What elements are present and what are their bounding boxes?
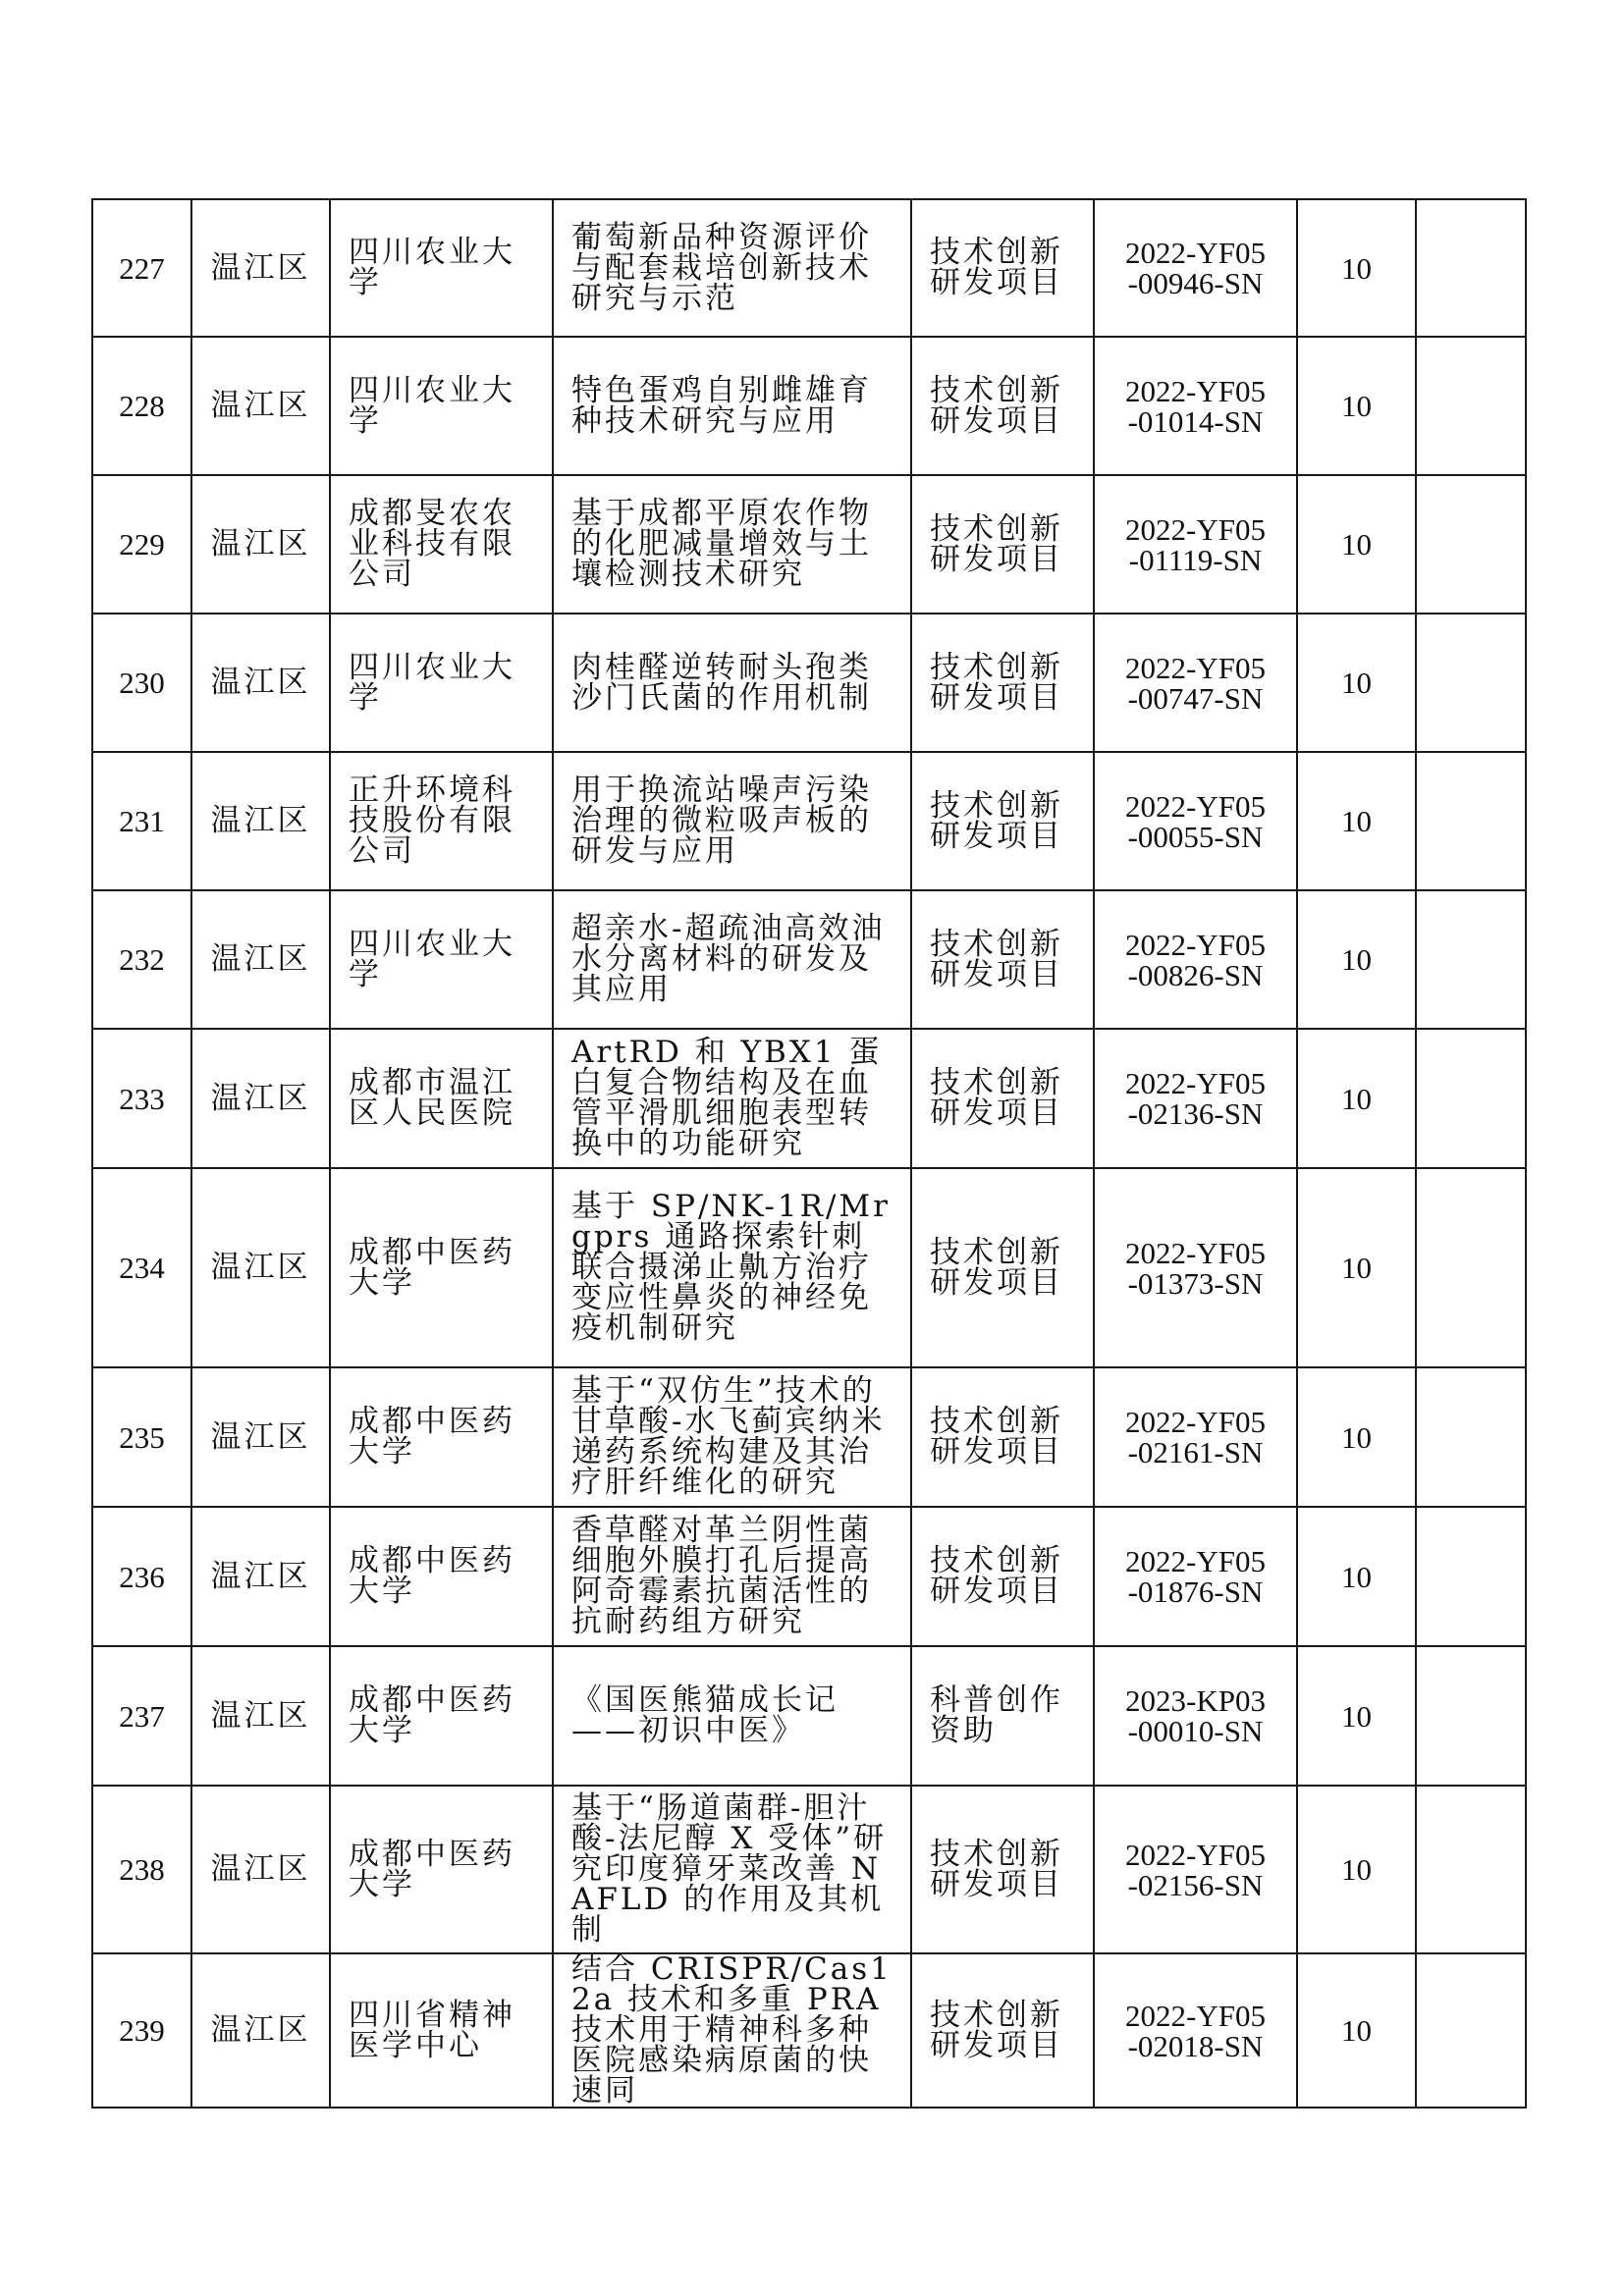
project-type-cell-text: 技术创新研发项目 — [930, 787, 1063, 854]
row-number-text: 234 — [119, 1251, 165, 1285]
project-title-cell — [553, 752, 911, 890]
table-row — [92, 1786, 1526, 1953]
project-type-cell-text: 技术创新研发项目 — [930, 1404, 1063, 1469]
project-type-cell — [911, 199, 1094, 337]
project-code-cell — [1094, 1507, 1297, 1646]
row-number — [92, 1646, 191, 1786]
note-cell — [1416, 1953, 1526, 2108]
project-type-cell — [911, 752, 1094, 890]
row-number-text: 239 — [119, 2013, 165, 2048]
district-cell-text: 温江区 — [210, 1080, 311, 1116]
row-number-text: 232 — [119, 942, 165, 977]
row-number — [92, 752, 191, 890]
amount-cell — [1297, 1646, 1416, 1786]
project-title-cell-text: 基于“肠道菌群-胆汁酸-法尼醇 X 受体”研究印度獐牙菜改善 NAFLD 的作用及其机制 — [571, 1790, 888, 1948]
project-code-cell — [1094, 1168, 1297, 1367]
organization-cell-text: 成都旻农农业科技有限公司 — [349, 496, 515, 592]
project-type-cell-text: 科普创作资助 — [930, 1682, 1063, 1748]
amount-cell — [1297, 1953, 1416, 2108]
amount-cell-text: 10 — [1341, 1698, 1372, 1734]
note-cell — [1416, 890, 1526, 1029]
project-title-cell — [553, 1367, 911, 1507]
project-type-cell-text: 技术创新研发项目 — [930, 235, 1063, 300]
project-type-cell-text: 技术创新研发项目 — [930, 649, 1063, 716]
project-type-cell — [911, 614, 1094, 752]
project-title-cell-text: 结合 CRISPR/Cas12a 技术和多重 PRA 技术用于精神科多种医院感染病原菌的快速同 — [571, 1951, 893, 2109]
district-cell-text: 温江区 — [210, 2012, 311, 2048]
row-number — [92, 475, 191, 614]
row-number-text: 233 — [119, 1081, 165, 1116]
organization-cell — [330, 752, 553, 890]
note-cell — [1416, 337, 1526, 475]
organization-cell — [330, 199, 553, 337]
table-row — [92, 1367, 1526, 1507]
project-code-cell — [1094, 1646, 1297, 1786]
row-number — [92, 614, 191, 752]
project-code-cell — [1094, 1953, 1297, 2108]
project-title-cell — [553, 1168, 911, 1367]
project-code-part-1: 2023-KP03 — [1125, 1683, 1266, 1718]
amount-cell-text: 10 — [1341, 1852, 1372, 1887]
project-title-cell — [553, 337, 911, 475]
project-type-cell — [911, 1367, 1094, 1507]
amount-cell-text: 10 — [1341, 389, 1372, 423]
project-code-cell — [1094, 890, 1297, 1029]
project-code-part-1: 2022-YF05 — [1125, 788, 1266, 824]
project-title-cell — [553, 614, 911, 752]
row-number-text: 230 — [119, 666, 165, 700]
amount-cell-text: 10 — [1341, 527, 1372, 561]
project-type-cell-text: 技术创新研发项目 — [930, 926, 1063, 992]
note-cell — [1416, 1168, 1526, 1367]
project-code-part-1: 2022-YF05 — [1125, 1405, 1266, 1439]
project-code-part-1: 2022-YF05 — [1125, 1066, 1266, 1100]
project-title-cell — [553, 890, 911, 1029]
project-code-cell — [1094, 337, 1297, 475]
row-number — [92, 1953, 191, 2108]
district-cell-text: 温江区 — [210, 1851, 311, 1887]
district-cell-text: 温江区 — [210, 1250, 311, 1285]
note-cell — [1416, 199, 1526, 337]
project-code-part-1: 2022-YF05 — [1125, 1544, 1266, 1578]
district-cell-text: 温江区 — [210, 1697, 311, 1734]
note-cell — [1416, 1507, 1526, 1646]
row-number-text: 227 — [119, 250, 165, 286]
project-type-cell — [911, 1507, 1094, 1646]
project-code-cell — [1094, 614, 1297, 752]
row-number-text: 236 — [119, 1559, 165, 1594]
district-cell — [191, 337, 330, 475]
amount-cell — [1297, 1507, 1416, 1646]
note-cell — [1416, 475, 1526, 614]
project-title-cell-text: 基于“双仿生”技术的甘草酸-水飞蓟宾纳米递药系统构建及其治疗肝纤维化的研究 — [571, 1373, 886, 1500]
project-type-cell-text: 技术创新研发项目 — [930, 1836, 1063, 1902]
project-code-part-2: -00946-SN — [1127, 266, 1264, 300]
organization-cell-text: 四川省精神医学中心 — [349, 1997, 515, 2063]
organization-cell-text: 四川农业大学 — [349, 235, 515, 300]
district-cell-text: 温江区 — [210, 665, 311, 700]
district-cell — [191, 1953, 330, 2108]
row-number — [92, 1507, 191, 1646]
project-code-part-2: -00055-SN — [1127, 819, 1264, 854]
row-number-text: 228 — [119, 389, 165, 423]
district-cell — [191, 752, 330, 890]
district-cell-text: 温江区 — [210, 803, 311, 838]
district-cell-text: 温江区 — [210, 941, 311, 977]
project-title-cell-text: 《国医熊猫成长记——初识中医》 — [571, 1682, 839, 1748]
amount-cell-text: 10 — [1341, 666, 1372, 700]
organization-cell — [330, 614, 553, 752]
district-cell — [191, 1786, 330, 1953]
project-code-cell — [1094, 752, 1297, 890]
row-number — [92, 890, 191, 1029]
amount-cell-text: 10 — [1341, 942, 1372, 977]
project-title-cell — [553, 1507, 911, 1646]
project-code-part-2: -02018-SN — [1127, 2028, 1264, 2063]
note-cell — [1416, 1029, 1526, 1168]
project-code-cell — [1094, 199, 1297, 337]
project-code-cell — [1094, 1786, 1297, 1953]
project-title-cell-text: 基于 SP/NK-1R/Mrgprs 通路探索针刺联合摄涕止鼽方治疗变应性鼻炎的神经免疫机制研究 — [571, 1189, 891, 1346]
organization-cell-text: 成都中医药大学 — [349, 1836, 515, 1902]
district-cell — [191, 890, 330, 1029]
organization-cell-text: 成都中医药大学 — [349, 1543, 515, 1609]
district-cell — [191, 199, 330, 337]
project-code-cell — [1094, 1367, 1297, 1507]
district-cell — [191, 1507, 330, 1646]
organization-cell — [330, 1646, 553, 1786]
row-number-text: 237 — [119, 1698, 165, 1734]
amount-cell — [1297, 475, 1416, 614]
organization-cell — [330, 890, 553, 1029]
table-row — [92, 890, 1526, 1029]
organization-cell-text: 正升环境科技股份有限公司 — [349, 773, 515, 869]
project-title-cell — [553, 1646, 911, 1786]
project-type-cell-text: 技术创新研发项目 — [930, 510, 1063, 577]
district-cell-text: 温江区 — [210, 1418, 311, 1455]
project-code-part-2: -00010-SN — [1127, 1714, 1264, 1748]
organization-cell-text: 四川农业大学 — [349, 926, 515, 992]
row-number — [92, 1168, 191, 1367]
row-number — [92, 1029, 191, 1168]
organization-cell — [330, 1786, 553, 1953]
note-cell — [1416, 614, 1526, 752]
amount-cell-text: 10 — [1341, 2013, 1372, 2048]
amount-cell — [1297, 199, 1416, 337]
project-code-part-2: -01119-SN — [1128, 542, 1263, 577]
project-title-cell — [553, 1029, 911, 1168]
organization-cell — [330, 1953, 553, 2108]
project-code-part-1: 2022-YF05 — [1125, 511, 1266, 547]
district-cell-text: 温江区 — [210, 388, 311, 423]
row-number — [92, 337, 191, 475]
project-code-part-2: -02156-SN — [1127, 1867, 1264, 1902]
table-body — [92, 199, 1526, 2108]
amount-cell-text: 10 — [1341, 1251, 1372, 1285]
table-row — [92, 1168, 1526, 1367]
project-table — [91, 198, 1527, 2109]
project-type-cell — [911, 1953, 1094, 2108]
row-number — [92, 1367, 191, 1507]
project-code-part-1: 2022-YF05 — [1125, 1998, 1266, 2033]
project-type-cell — [911, 337, 1094, 475]
amount-cell-text: 10 — [1341, 1081, 1372, 1116]
project-code-part-2: -00747-SN — [1127, 680, 1264, 716]
project-title-cell-text: 特色蛋鸡自别雌雄育种技术研究与应用 — [571, 372, 872, 439]
district-cell — [191, 614, 330, 752]
project-title-cell-text: 香草醛对革兰阴性菌细胞外膜打孔后提高阿奇霉素抗菌活性的抗耐药组方研究 — [571, 1513, 872, 1639]
table-row — [92, 199, 1526, 337]
organization-cell — [330, 1507, 553, 1646]
organization-cell — [330, 475, 553, 614]
project-title-cell-text: 超亲水-超疏油高效油水分离材料的研发及其应用 — [571, 911, 886, 1007]
row-number-text: 235 — [119, 1419, 165, 1455]
amount-cell — [1297, 890, 1416, 1029]
table-row — [92, 1646, 1526, 1786]
project-type-cell — [911, 475, 1094, 614]
amount-cell — [1297, 1029, 1416, 1168]
district-cell — [191, 1168, 330, 1367]
organization-cell-text: 成都中医药大学 — [349, 1682, 515, 1748]
organization-cell — [330, 1168, 553, 1367]
project-code-part-1: 2022-YF05 — [1125, 236, 1266, 270]
project-code-part-2: -02136-SN — [1127, 1096, 1264, 1131]
project-code-part-1: 2022-YF05 — [1125, 650, 1266, 685]
project-type-cell-text: 技术创新研发项目 — [930, 1065, 1063, 1131]
amount-cell — [1297, 337, 1416, 475]
project-code-part-1: 2022-YF05 — [1125, 373, 1266, 408]
row-number — [92, 1786, 191, 1953]
amount-cell — [1297, 1786, 1416, 1953]
project-title-cell — [553, 475, 911, 614]
organization-cell-text: 成都市温江区人民医院 — [349, 1065, 515, 1131]
amount-cell-text: 10 — [1341, 1559, 1372, 1594]
organization-cell — [330, 1367, 553, 1507]
amount-cell — [1297, 1168, 1416, 1367]
project-type-cell-text: 技术创新研发项目 — [930, 1234, 1063, 1301]
project-title-cell — [553, 1953, 911, 2108]
project-code-part-1: 2022-YF05 — [1125, 927, 1266, 962]
project-type-cell — [911, 1646, 1094, 1786]
note-cell — [1416, 1786, 1526, 1953]
project-title-cell-text: 葡萄新品种资源评价与配套栽培创新技术研究与示范 — [571, 219, 872, 316]
table-row — [92, 337, 1526, 475]
district-cell-text: 温江区 — [210, 526, 311, 561]
district-cell-text: 温江区 — [210, 249, 311, 286]
amount-cell-text: 10 — [1341, 250, 1372, 286]
table-row — [92, 1953, 1526, 2108]
organization-cell — [330, 1029, 553, 1168]
amount-cell — [1297, 614, 1416, 752]
project-code-part-2: -00826-SN — [1127, 957, 1264, 992]
district-cell — [191, 1029, 330, 1168]
district-cell — [191, 475, 330, 614]
project-code-part-2: -01373-SN — [1127, 1265, 1264, 1301]
organization-cell-text: 四川农业大学 — [349, 372, 515, 439]
organization-cell-text: 四川农业大学 — [349, 649, 515, 716]
amount-cell — [1297, 752, 1416, 890]
organization-cell-text: 成都中医药大学 — [349, 1234, 515, 1301]
project-code-cell — [1094, 1029, 1297, 1168]
table-row — [92, 1507, 1526, 1646]
table-row — [92, 614, 1526, 752]
amount-cell-text: 10 — [1341, 804, 1372, 838]
district-cell-text: 温江区 — [210, 1558, 311, 1594]
project-title-cell-text: ArtRD 和 YBX1 蛋白复合物结构及在血管平滑肌细胞表型转换中的功能研究 — [571, 1035, 883, 1161]
project-type-cell-text: 技术创新研发项目 — [930, 372, 1063, 439]
project-type-cell — [911, 1029, 1094, 1168]
note-cell — [1416, 1646, 1526, 1786]
row-number-text: 231 — [119, 804, 165, 838]
project-type-cell-text: 技术创新研发项目 — [930, 1997, 1063, 2063]
organization-cell-text: 成都中医药大学 — [349, 1404, 515, 1469]
amount-cell-text: 10 — [1341, 1419, 1372, 1455]
note-cell — [1416, 752, 1526, 890]
project-title-cell-text: 肉桂醛逆转耐头孢类沙门氏菌的作用机制 — [571, 649, 872, 716]
project-title-cell — [553, 1786, 911, 1953]
project-type-cell-text: 技术创新研发项目 — [930, 1543, 1063, 1609]
organization-cell — [330, 337, 553, 475]
table-row — [92, 1029, 1526, 1168]
row-number — [92, 199, 191, 337]
project-type-cell — [911, 890, 1094, 1029]
project-code-cell — [1094, 475, 1297, 614]
project-code-part-1: 2022-YF05 — [1125, 1837, 1266, 1872]
project-type-cell — [911, 1168, 1094, 1367]
project-title-cell-text: 基于成都平原农作物的化肥减量增效与土壤检测技术研究 — [571, 496, 872, 592]
amount-cell — [1297, 1367, 1416, 1507]
table-row — [92, 475, 1526, 614]
project-code-part-2: -01876-SN — [1127, 1575, 1264, 1609]
district-cell — [191, 1367, 330, 1507]
table-row — [92, 752, 1526, 890]
project-title-cell-text: 用于换流站噪声污染治理的微粒吸声板的研发与应用 — [571, 773, 872, 869]
project-type-cell — [911, 1786, 1094, 1953]
row-number-text: 229 — [119, 527, 165, 561]
project-code-part-2: -02161-SN — [1127, 1435, 1264, 1469]
project-code-part-1: 2022-YF05 — [1125, 1235, 1266, 1270]
note-cell — [1416, 1367, 1526, 1507]
row-number-text: 238 — [119, 1852, 165, 1887]
project-title-cell — [553, 199, 911, 337]
project-code-part-2: -01014-SN — [1127, 403, 1264, 439]
district-cell — [191, 1646, 330, 1786]
